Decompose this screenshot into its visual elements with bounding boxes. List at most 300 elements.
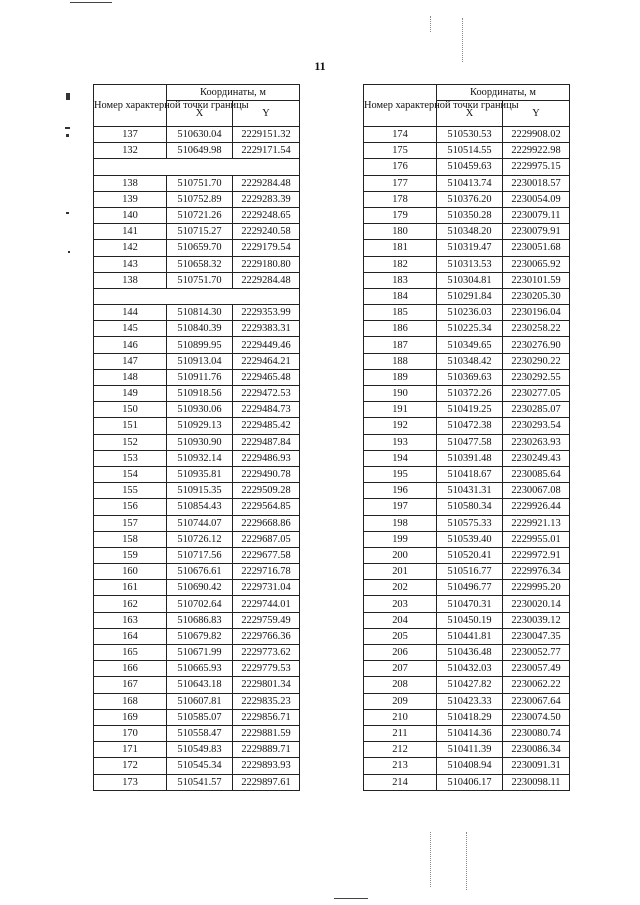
x-coordinate-cell: 510432.03 <box>437 661 503 677</box>
point-number-cell: 142 <box>94 240 167 256</box>
point-number-cell: 138 <box>94 272 167 288</box>
point-number-cell: 164 <box>94 628 167 644</box>
y-coordinate-cell: 2229240.58 <box>233 224 300 240</box>
table-row <box>364 742 570 758</box>
table-row <box>364 725 570 741</box>
x-coordinate-cell: 510676.61 <box>167 564 233 580</box>
y-coordinate-cell: 2230047.35 <box>503 628 570 644</box>
x-coordinate-cell: 510814.30 <box>167 305 233 321</box>
x-coordinate-cell: 510558.47 <box>167 725 233 741</box>
table-row <box>94 353 300 369</box>
point-number-cell: 149 <box>94 386 167 402</box>
table-row <box>364 240 570 256</box>
y-coordinate-cell: 2229922.98 <box>503 143 570 159</box>
point-number-cell: 188 <box>364 353 437 369</box>
y-coordinate-cell: 2229151.32 <box>233 127 300 143</box>
table-row <box>364 693 570 709</box>
point-number-cell: 163 <box>94 612 167 628</box>
y-coordinate-cell: 2229744.01 <box>233 596 300 612</box>
point-number-cell: 207 <box>364 661 437 677</box>
x-coordinate-cell: 510721.26 <box>167 207 233 223</box>
table-row <box>364 353 570 369</box>
table-row <box>94 725 300 741</box>
x-coordinate-cell: 510411.39 <box>437 742 503 758</box>
table-row <box>94 677 300 693</box>
table-row <box>364 677 570 693</box>
y-coordinate-cell: 2229179.54 <box>233 240 300 256</box>
table-row <box>364 207 570 223</box>
x-coordinate-cell: 510291.84 <box>437 288 503 304</box>
point-number-cell: 206 <box>364 645 437 661</box>
table-row <box>364 288 570 304</box>
y-coordinate-cell: 2230057.49 <box>503 661 570 677</box>
x-coordinate-cell: 510472.38 <box>437 418 503 434</box>
y-coordinate-cell: 2230196.04 <box>503 305 570 321</box>
x-coordinate-cell: 510935.81 <box>167 466 233 482</box>
y-coordinate-cell: 2229972.91 <box>503 547 570 563</box>
point-number-cell: 172 <box>94 758 167 774</box>
x-coordinate-cell: 510726.12 <box>167 531 233 547</box>
point-number-cell: 132 <box>94 143 167 159</box>
y-coordinate-cell: 2229995.20 <box>503 580 570 596</box>
x-coordinate-cell: 510313.53 <box>437 256 503 272</box>
y-coordinate-cell: 2229449.46 <box>233 337 300 353</box>
point-number-cell: 178 <box>364 191 437 207</box>
table-row <box>94 386 300 402</box>
table-row <box>364 564 570 580</box>
scan-dots <box>462 18 464 62</box>
x-coordinate-cell: 510413.74 <box>437 175 503 191</box>
y-coordinate-cell: 2229383.31 <box>233 321 300 337</box>
point-number-cell: 193 <box>364 434 437 450</box>
x-coordinate-cell: 510751.70 <box>167 272 233 288</box>
coordinates-table-left <box>93 84 300 791</box>
scan-edge-line <box>70 2 112 3</box>
table-separator-row <box>94 159 300 175</box>
point-number-cell: 147 <box>94 353 167 369</box>
table-row <box>364 612 570 628</box>
x-coordinate-cell: 510913.04 <box>167 353 233 369</box>
y-coordinate-cell: 2230205.30 <box>503 288 570 304</box>
point-number-cell: 184 <box>364 288 437 304</box>
x-coordinate-cell: 510751.70 <box>167 175 233 191</box>
table-row <box>94 645 300 661</box>
y-coordinate-cell: 2229801.34 <box>233 677 300 693</box>
y-coordinate-cell: 2229490.78 <box>233 466 300 482</box>
point-number-cell: 144 <box>94 305 167 321</box>
table-row <box>94 580 300 596</box>
y-header: Y <box>233 101 300 127</box>
point-number-cell: 192 <box>364 418 437 434</box>
scan-mark <box>68 251 70 253</box>
table-row <box>94 628 300 644</box>
x-coordinate-cell: 510580.34 <box>437 499 503 515</box>
y-coordinate-cell: 2230258.22 <box>503 321 570 337</box>
x-coordinate-cell: 510436.48 <box>437 645 503 661</box>
y-coordinate-cell: 2230086.34 <box>503 742 570 758</box>
point-number-cell: 145 <box>94 321 167 337</box>
x-coordinate-cell: 510450.19 <box>437 612 503 628</box>
table-row <box>364 515 570 531</box>
y-coordinate-cell: 2230080.74 <box>503 725 570 741</box>
point-number-cell: 150 <box>94 402 167 418</box>
y-coordinate-cell: 2229908.02 <box>503 127 570 143</box>
table-row <box>94 499 300 515</box>
point-number-cell: 157 <box>94 515 167 531</box>
table-row <box>364 434 570 450</box>
table-row <box>364 758 570 774</box>
y-coordinate-cell: 2230085.64 <box>503 466 570 482</box>
x-coordinate-cell: 510391.48 <box>437 450 503 466</box>
point-number-cell: 153 <box>94 450 167 466</box>
y-coordinate-cell: 2230079.11 <box>503 207 570 223</box>
y-coordinate-cell: 2229486.93 <box>233 450 300 466</box>
point-number-cell: 182 <box>364 256 437 272</box>
table-row <box>364 256 570 272</box>
x-coordinate-cell: 510376.20 <box>437 191 503 207</box>
table-row <box>364 628 570 644</box>
x-coordinate-cell: 510932.14 <box>167 450 233 466</box>
point-number-cell: 156 <box>94 499 167 515</box>
x-coordinate-cell: 510929.13 <box>167 418 233 434</box>
x-header: X <box>167 101 233 127</box>
point-number-cell: 214 <box>364 774 437 790</box>
point-number-cell: 167 <box>94 677 167 693</box>
point-number-cell: 174 <box>364 127 437 143</box>
y-coordinate-cell: 2230249.43 <box>503 450 570 466</box>
table-row <box>364 596 570 612</box>
point-number-cell: 208 <box>364 677 437 693</box>
x-coordinate-cell: 510418.67 <box>437 466 503 482</box>
coordinates-header: Координаты, м <box>167 85 300 101</box>
y-coordinate-cell: 2229975.15 <box>503 159 570 175</box>
y-coordinate-cell: 2230276.90 <box>503 337 570 353</box>
y-coordinate-cell: 2229668.86 <box>233 515 300 531</box>
x-coordinate-cell: 510541.57 <box>167 774 233 790</box>
table-row <box>364 175 570 191</box>
y-coordinate-cell: 2229759.49 <box>233 612 300 628</box>
y-coordinate-cell: 2230285.07 <box>503 402 570 418</box>
point-number-cell: 186 <box>364 321 437 337</box>
point-number-cell: 154 <box>94 466 167 482</box>
y-coordinate-cell: 2229779.53 <box>233 661 300 677</box>
point-number-cell: 194 <box>364 450 437 466</box>
point-number-cell: 176 <box>364 159 437 175</box>
table-row <box>94 369 300 385</box>
x-coordinate-cell: 510717.56 <box>167 547 233 563</box>
coordinates-header: Координаты, м <box>437 85 570 101</box>
table-row <box>94 305 300 321</box>
point-number-cell: 200 <box>364 547 437 563</box>
point-number-cell: 170 <box>94 725 167 741</box>
y-coordinate-cell: 2230067.08 <box>503 483 570 499</box>
coordinates-table-right <box>363 84 570 791</box>
point-number-cell: 205 <box>364 628 437 644</box>
table-row <box>94 418 300 434</box>
x-coordinate-cell: 510496.77 <box>437 580 503 596</box>
x-coordinate-cell: 510236.03 <box>437 305 503 321</box>
x-header: X <box>437 101 503 127</box>
y-coordinate-cell: 2229893.93 <box>233 758 300 774</box>
table-row <box>94 709 300 725</box>
point-number-cell: 148 <box>94 369 167 385</box>
table-row <box>364 547 570 563</box>
table-row <box>94 693 300 709</box>
table-row <box>94 434 300 450</box>
y-coordinate-cell: 2229926.44 <box>503 499 570 515</box>
table-row <box>94 612 300 628</box>
x-coordinate-cell: 510372.26 <box>437 386 503 402</box>
table-row <box>94 337 300 353</box>
table-row <box>94 547 300 563</box>
point-number-cell: 212 <box>364 742 437 758</box>
x-coordinate-cell: 510665.93 <box>167 661 233 677</box>
point-number-cell: 160 <box>94 564 167 580</box>
y-coordinate-cell: 2229773.62 <box>233 645 300 661</box>
y-coordinate-cell: 2229180.80 <box>233 256 300 272</box>
y-header: Y <box>503 101 570 127</box>
x-coordinate-cell: 510915.35 <box>167 483 233 499</box>
scan-mark <box>65 127 70 129</box>
point-number-cell: 175 <box>364 143 437 159</box>
point-number-cell: 165 <box>94 645 167 661</box>
scan-mark <box>66 212 69 214</box>
table-row <box>364 305 570 321</box>
y-coordinate-cell: 2229731.04 <box>233 580 300 596</box>
point-number-cell: 197 <box>364 499 437 515</box>
table-separator-row <box>94 288 300 304</box>
y-coordinate-cell: 2230065.92 <box>503 256 570 272</box>
table-row <box>94 758 300 774</box>
y-coordinate-cell: 2229171.54 <box>233 143 300 159</box>
x-coordinate-cell: 510369.63 <box>437 369 503 385</box>
x-coordinate-cell: 510918.56 <box>167 386 233 402</box>
y-coordinate-cell: 2230039.12 <box>503 612 570 628</box>
point-number-cell: 187 <box>364 337 437 353</box>
table-row <box>94 531 300 547</box>
y-coordinate-cell: 2229564.85 <box>233 499 300 515</box>
table-row <box>364 337 570 353</box>
table-row <box>94 742 300 758</box>
point-number-cell: 211 <box>364 725 437 741</box>
y-coordinate-cell: 2230101.59 <box>503 272 570 288</box>
y-coordinate-cell: 2230263.93 <box>503 434 570 450</box>
point-number-cell: 210 <box>364 709 437 725</box>
y-coordinate-cell: 2229283.39 <box>233 191 300 207</box>
y-coordinate-cell: 2230290.22 <box>503 353 570 369</box>
table-row <box>364 531 570 547</box>
x-coordinate-cell: 510575.33 <box>437 515 503 531</box>
point-number-cell: 196 <box>364 483 437 499</box>
y-coordinate-cell: 2229484.73 <box>233 402 300 418</box>
x-coordinate-cell: 510702.64 <box>167 596 233 612</box>
point-number-cell: 209 <box>364 693 437 709</box>
y-coordinate-cell: 2229921.13 <box>503 515 570 531</box>
x-coordinate-cell: 510514.55 <box>437 143 503 159</box>
table-row <box>364 369 570 385</box>
y-coordinate-cell: 2230051.68 <box>503 240 570 256</box>
y-coordinate-cell: 2229485.42 <box>233 418 300 434</box>
point-number-cell: 199 <box>364 531 437 547</box>
x-coordinate-cell: 510427.82 <box>437 677 503 693</box>
x-coordinate-cell: 510530.53 <box>437 127 503 143</box>
x-coordinate-cell: 510671.99 <box>167 645 233 661</box>
point-number-cell: 177 <box>364 175 437 191</box>
page-number: 11 <box>314 59 326 73</box>
point-number-cell: 140 <box>94 207 167 223</box>
table-row <box>94 483 300 499</box>
scan-mark <box>66 93 70 100</box>
table-row <box>364 386 570 402</box>
x-coordinate-cell: 510441.81 <box>437 628 503 644</box>
table-row <box>364 645 570 661</box>
y-coordinate-cell: 2230062.22 <box>503 677 570 693</box>
x-coordinate-cell: 510348.20 <box>437 224 503 240</box>
x-coordinate-cell: 510658.32 <box>167 256 233 272</box>
y-coordinate-cell: 2229509.28 <box>233 483 300 499</box>
point-number-cell: 138 <box>94 175 167 191</box>
x-coordinate-cell: 510539.40 <box>437 531 503 547</box>
point-number-cell: 146 <box>94 337 167 353</box>
point-number-cell: 152 <box>94 434 167 450</box>
table-row <box>94 466 300 482</box>
point-number-cell: 213 <box>364 758 437 774</box>
point-number-cell: 143 <box>94 256 167 272</box>
y-coordinate-cell: 2229835.23 <box>233 693 300 709</box>
x-coordinate-cell: 510419.25 <box>437 402 503 418</box>
x-coordinate-cell: 510319.47 <box>437 240 503 256</box>
y-coordinate-cell: 2230277.05 <box>503 386 570 402</box>
y-coordinate-cell: 2229487.84 <box>233 434 300 450</box>
x-coordinate-cell: 510545.34 <box>167 758 233 774</box>
y-coordinate-cell: 2229472.53 <box>233 386 300 402</box>
x-coordinate-cell: 510752.89 <box>167 191 233 207</box>
point-number-header: Номер характерной точки границы <box>364 85 437 127</box>
x-coordinate-cell: 510408.94 <box>437 758 503 774</box>
point-number-cell: 171 <box>94 742 167 758</box>
table-row <box>364 580 570 596</box>
y-coordinate-cell: 2230067.64 <box>503 693 570 709</box>
x-coordinate-cell: 510348.42 <box>437 353 503 369</box>
table-row <box>94 450 300 466</box>
y-coordinate-cell: 2230052.77 <box>503 645 570 661</box>
table-row <box>364 321 570 337</box>
x-coordinate-cell: 510304.81 <box>437 272 503 288</box>
point-number-cell: 166 <box>94 661 167 677</box>
point-number-cell: 168 <box>94 693 167 709</box>
table-row <box>364 483 570 499</box>
y-coordinate-cell: 2229677.58 <box>233 547 300 563</box>
y-coordinate-cell: 2229687.05 <box>233 531 300 547</box>
point-number-cell: 191 <box>364 402 437 418</box>
x-coordinate-cell: 510715.27 <box>167 224 233 240</box>
y-coordinate-cell: 2229766.36 <box>233 628 300 644</box>
separator-cell <box>94 159 300 175</box>
table-row <box>94 207 300 223</box>
x-coordinate-cell: 510911.76 <box>167 369 233 385</box>
table-row <box>94 661 300 677</box>
x-coordinate-cell: 510930.90 <box>167 434 233 450</box>
point-number-cell: 180 <box>364 224 437 240</box>
table-row <box>364 159 570 175</box>
x-coordinate-cell: 510690.42 <box>167 580 233 596</box>
table-row <box>94 596 300 612</box>
x-coordinate-cell: 510549.83 <box>167 742 233 758</box>
table-row <box>364 709 570 725</box>
x-coordinate-cell: 510225.34 <box>437 321 503 337</box>
y-coordinate-cell: 2230074.50 <box>503 709 570 725</box>
x-coordinate-cell: 510516.77 <box>437 564 503 580</box>
y-coordinate-cell: 2229353.99 <box>233 305 300 321</box>
y-coordinate-cell: 2229248.65 <box>233 207 300 223</box>
y-coordinate-cell: 2229976.34 <box>503 564 570 580</box>
y-coordinate-cell: 2229716.78 <box>233 564 300 580</box>
table-row <box>364 272 570 288</box>
x-coordinate-cell: 510643.18 <box>167 677 233 693</box>
point-number-cell: 155 <box>94 483 167 499</box>
point-number-cell: 201 <box>364 564 437 580</box>
table-row <box>364 127 570 143</box>
scan-mark <box>66 134 69 137</box>
y-coordinate-cell: 2230020.14 <box>503 596 570 612</box>
point-number-cell: 162 <box>94 596 167 612</box>
x-coordinate-cell: 510649.98 <box>167 143 233 159</box>
x-coordinate-cell: 510459.63 <box>437 159 503 175</box>
y-coordinate-cell: 2230091.31 <box>503 758 570 774</box>
y-coordinate-cell: 2229284.48 <box>233 272 300 288</box>
x-coordinate-cell: 510607.81 <box>167 693 233 709</box>
x-coordinate-cell: 510899.95 <box>167 337 233 353</box>
table-row <box>364 661 570 677</box>
table-row <box>364 143 570 159</box>
point-number-cell: 183 <box>364 272 437 288</box>
table-row <box>94 402 300 418</box>
scan-edge-line <box>334 898 368 899</box>
x-coordinate-cell: 510630.04 <box>167 127 233 143</box>
point-number-cell: 190 <box>364 386 437 402</box>
point-number-cell: 185 <box>364 305 437 321</box>
table-row <box>364 499 570 515</box>
table-row <box>94 564 300 580</box>
y-coordinate-cell: 2229464.21 <box>233 353 300 369</box>
x-coordinate-cell: 510414.36 <box>437 725 503 741</box>
point-number-cell: 151 <box>94 418 167 434</box>
point-number-cell: 161 <box>94 580 167 596</box>
table-row <box>94 143 300 159</box>
x-coordinate-cell: 510350.28 <box>437 207 503 223</box>
table-row <box>94 256 300 272</box>
x-coordinate-cell: 510585.07 <box>167 709 233 725</box>
y-coordinate-cell: 2229465.48 <box>233 369 300 385</box>
point-number-cell: 202 <box>364 580 437 596</box>
point-number-cell: 141 <box>94 224 167 240</box>
x-coordinate-cell: 510477.58 <box>437 434 503 450</box>
table-row <box>94 774 300 790</box>
point-number-cell: 169 <box>94 709 167 725</box>
table-row <box>364 224 570 240</box>
y-coordinate-cell: 2230098.11 <box>503 774 570 790</box>
table-row <box>364 191 570 207</box>
table-row <box>94 175 300 191</box>
x-coordinate-cell: 510431.31 <box>437 483 503 499</box>
point-number-cell: 173 <box>94 774 167 790</box>
table-row <box>364 402 570 418</box>
scan-dots <box>466 832 468 890</box>
x-coordinate-cell: 510930.06 <box>167 402 233 418</box>
point-number-cell: 158 <box>94 531 167 547</box>
table-row <box>364 450 570 466</box>
x-coordinate-cell: 510520.41 <box>437 547 503 563</box>
